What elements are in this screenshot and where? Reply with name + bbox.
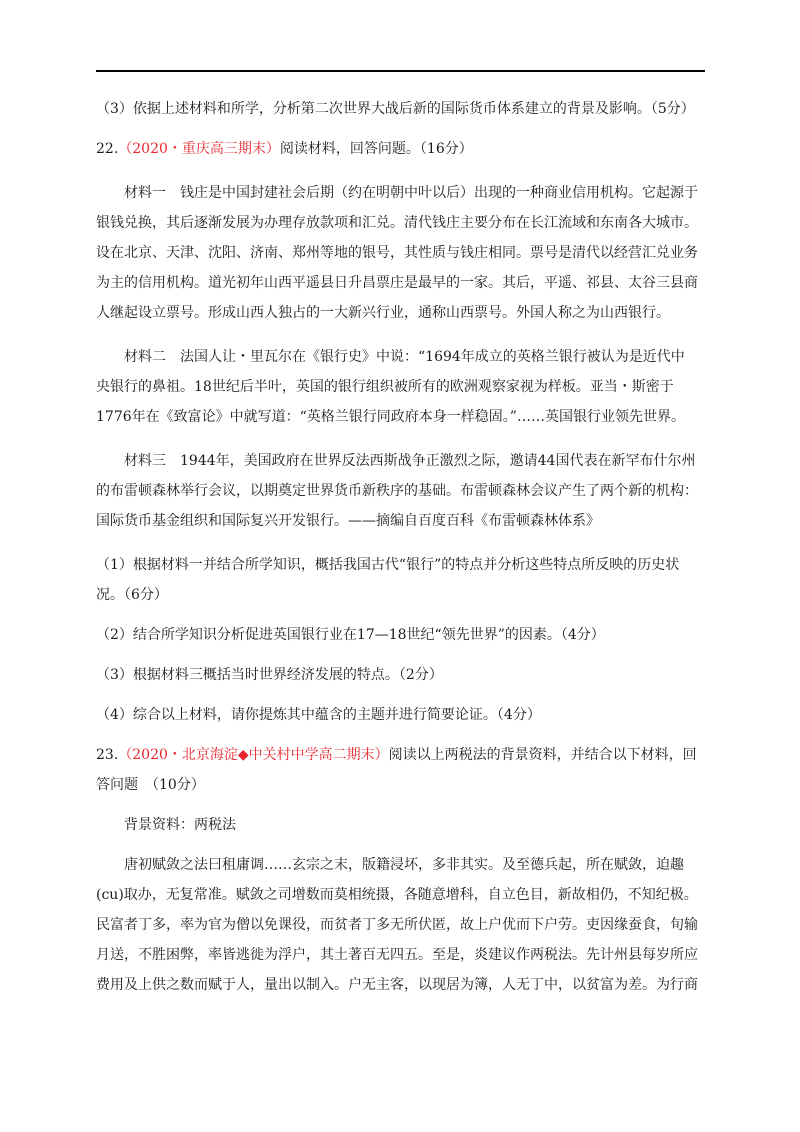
- prev-question-3: （3）依据上述材料和所学，分析第二次世界大战后新的国际货币体系建立的背景及影响。（5分）: [96, 101, 695, 117]
- material-3-line: 材料三 1944年，美国政府在世界反法西斯战争正激烈之际，邀请44国代表在新罕布什尔州: [124, 453, 696, 469]
- material-3: [96, 446, 708, 536]
- sub-question-line: 况。（6分）: [96, 587, 168, 603]
- material-3-line: 国际货币基金组织和国际复兴开发银行。——摘编自百度百科《布雷顿森林体系》: [96, 513, 600, 529]
- sub-question-1: [96, 550, 708, 610]
- background-line: 费用及上供之数而赋于人，量出以制入。户无主客，以现居为簿，人无丁中，以贫富为差。为行商: [96, 977, 698, 993]
- material-3-line: 的布雷顿森林举行会议，以期奠定世界货币新秩序的基础。布雷顿森林会议产生了两个新的机构：: [96, 483, 698, 499]
- background-line: 月送，不胜困弊，率皆逃徙为浮户，其土著百无四五。至是，炎建议作两税法。先计州县每岁所应: [96, 947, 698, 963]
- header-rule: [96, 70, 705, 72]
- question-source: （2020・北京海淀◆中关村中学高二期末）: [118, 747, 389, 763]
- material-1-line: 银钱兑换，其后逐渐发展为办理存放款项和汇兑。清代钱庄主要分布在长江流域和东南各大城市。: [96, 215, 698, 231]
- question-instruction: 阅读以上两税法的背景资料，并结合以下材料，回: [388, 747, 697, 763]
- question-number: 22.: [96, 141, 119, 157]
- material-1-line: 为主的信用机构。道光初年山西平遥县日升昌票庄是最早的一家。其后，平遥、祁县、太谷三县商: [96, 275, 698, 291]
- background-line: (cu)取办，无复常准。赋敛之司增数而莫相统摄，各随意增科，自立色目，新故相仍，不知纪极。: [96, 887, 698, 903]
- sub-question-3: （3）根据材料三概括当时世界经济发展的特点。（2分）: [96, 667, 443, 683]
- document-body: [96, 94, 708, 1000]
- background-title: 背景资料：两税法: [124, 817, 236, 833]
- question-23-heading: [96, 740, 708, 800]
- material-2-line: 1776年在《致富论》中就写道：“英格兰银行同政府本身一样稳固。”……英国银行业领先世界。: [96, 409, 685, 425]
- background-material: [96, 850, 708, 1000]
- material-2-line: 央银行的鼻祖。18世纪后半叶，英国的银行组织被所有的欧洲观察家视为样板。亚当・斯密于: [96, 379, 674, 395]
- question-22-heading: [96, 134, 708, 164]
- question-number: 23.: [96, 747, 119, 763]
- background-line: 民富者丁多，率为官为僧以免课役，而贫者丁多无所伏匿，故上户优而下户劳。吏因缘蚕食，旬输: [96, 917, 698, 933]
- sub-question-2: （2）结合所学知识分析促进英国银行业在17—18世纪“领先世界”的因素。（4分）: [96, 627, 605, 643]
- material-2: [96, 342, 708, 432]
- material-2-line: 材料二 法国人让・里瓦尔在《银行史》中说：“1694年成立的英格兰银行被认为是近代中: [124, 349, 685, 365]
- sub-question-4: （4）综合以上材料，请你提炼其中蕴含的主题并进行简要论证。（4分）: [96, 707, 541, 723]
- material-1-line: 人继起设立票号。形成山西人独占的一大新兴行业，通称山西票号。外国人称之为山西银行。: [96, 305, 670, 321]
- material-1-line: 材料一 钱庄是中国封建社会后期（约在明朝中叶以后）出现的一种商业信用机构。它起源于: [124, 185, 698, 201]
- sub-question-line: （1）根据材料一并结合所学知识，概括我国古代“银行”的特点并分析这些特点所反映的历史状: [96, 557, 680, 573]
- question-instruction: 阅读材料，回答问题。（16分）: [279, 141, 473, 157]
- material-1-line: 设在北京、天津、沈阳、济南、郑州等地的银号，其性质与钱庄相同。票号是清代以经营汇兑业务: [96, 245, 698, 261]
- question-instruction-continued: 答问题 （10分）: [96, 777, 205, 793]
- question-source: （2020・重庆高三期末）: [118, 141, 280, 157]
- background-line: 唐初赋敛之法曰租庸调……玄宗之末，版籍浸坏，多非其实。及至德兵起，所在赋敛，迫趣: [124, 857, 684, 873]
- material-1: [96, 178, 708, 328]
